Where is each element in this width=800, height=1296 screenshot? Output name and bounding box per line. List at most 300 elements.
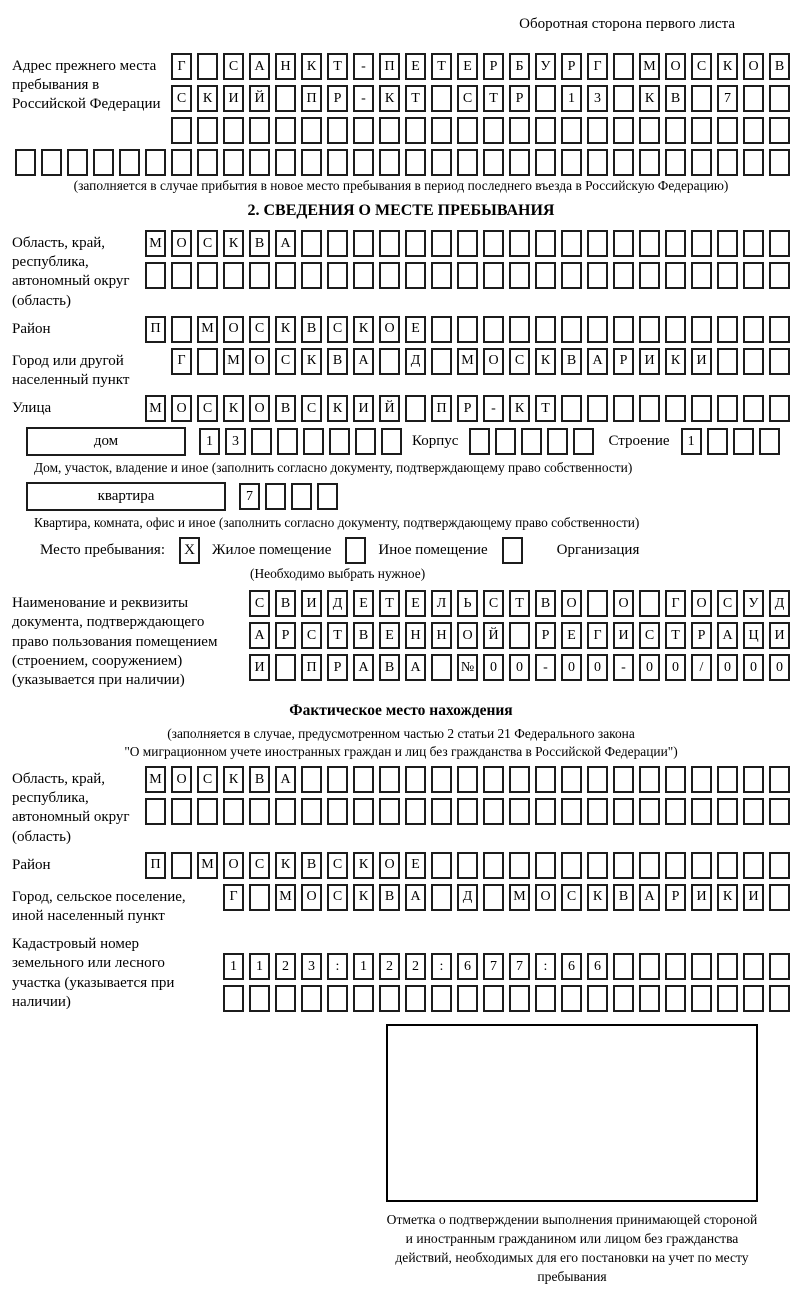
char-cell — [639, 852, 660, 879]
char-cell: М — [639, 53, 660, 80]
char-cell: П — [145, 316, 166, 343]
char-cell: О — [379, 852, 400, 879]
char-cell — [743, 230, 764, 257]
char-cell: Д — [457, 884, 478, 911]
char-cell — [301, 985, 322, 1012]
page-header-note: Оборотная сторона первого листа — [519, 16, 735, 32]
char-cell — [743, 766, 764, 793]
char-cell — [743, 395, 764, 422]
char-cell — [405, 149, 426, 176]
char-cell: В — [301, 852, 322, 879]
street-row — [140, 395, 790, 422]
char-cell: Р — [691, 622, 712, 649]
char-cell — [509, 798, 530, 825]
char-cell: - — [353, 53, 374, 80]
char-cell: Е — [405, 852, 426, 879]
char-cell — [301, 117, 322, 144]
char-cell — [457, 852, 478, 879]
char-cell: Л — [431, 590, 452, 617]
actual-city-block — [12, 884, 790, 926]
char-cell — [665, 230, 686, 257]
char-cell: 1 — [199, 428, 220, 455]
char-cell — [495, 428, 516, 455]
char-cell: А — [353, 348, 374, 375]
char-cell: - — [613, 654, 634, 681]
checkbox-other-premises — [345, 537, 366, 564]
char-cell — [405, 798, 426, 825]
document-label: Наименование и реквизиты документа, подтверждающего право пользования помещением (строением, сооружением) (указывается при наличии) — [12, 595, 218, 688]
char-cell: Р — [483, 53, 504, 80]
char-cell: К — [639, 85, 660, 112]
char-cell — [717, 395, 738, 422]
char-cell: К — [327, 395, 348, 422]
actual-region-block — [12, 766, 790, 847]
char-cell — [613, 230, 634, 257]
stay-type-hint: (Необходимо выбрать нужное) — [250, 566, 426, 582]
char-cell — [457, 262, 478, 289]
actual-location-hint-1: (заполняется в случае, предусмотренном частью 2 статьи 21 Федерального закона — [167, 726, 635, 742]
char-cell: О — [249, 348, 270, 375]
char-cell: В — [249, 230, 270, 257]
char-cell: Д — [405, 348, 426, 375]
char-cell: К — [665, 348, 686, 375]
char-cell — [275, 85, 296, 112]
char-cell — [665, 798, 686, 825]
char-cell — [509, 622, 530, 649]
char-cell — [431, 348, 452, 375]
actual-location-title: Фактическое место нахождения — [289, 702, 513, 720]
char-cell: В — [275, 395, 296, 422]
char-cell: С — [249, 316, 270, 343]
char-cell — [769, 953, 790, 980]
char-cell — [249, 149, 270, 176]
char-cell — [665, 985, 686, 1012]
char-cell — [639, 262, 660, 289]
char-cell: 3 — [301, 953, 322, 980]
char-cell: Р — [457, 395, 478, 422]
char-cell — [353, 149, 374, 176]
char-cell — [769, 262, 790, 289]
char-cell — [171, 852, 192, 879]
actual-district-label: Район — [12, 856, 51, 873]
char-cell — [717, 149, 738, 176]
char-cell: Т — [483, 85, 504, 112]
char-cell: С — [301, 622, 322, 649]
char-cell — [587, 852, 608, 879]
char-cell: И — [743, 884, 764, 911]
char-cell: : — [327, 953, 348, 980]
char-cell — [353, 262, 374, 289]
char-cell: И — [223, 85, 244, 112]
char-cell — [431, 262, 452, 289]
char-cell: К — [353, 316, 374, 343]
char-cell: С — [249, 852, 270, 879]
char-cell — [665, 395, 686, 422]
char-cell — [379, 766, 400, 793]
char-cell — [769, 230, 790, 257]
char-cell: 0 — [587, 654, 608, 681]
char-cell — [587, 798, 608, 825]
char-cell: М — [145, 766, 166, 793]
char-cell — [665, 117, 686, 144]
char-cell — [223, 149, 244, 176]
char-cell: А — [639, 884, 660, 911]
char-cell — [613, 766, 634, 793]
char-cell — [691, 117, 712, 144]
char-cell: 6 — [457, 953, 478, 980]
char-cell — [691, 85, 712, 112]
stamp-box — [386, 1024, 758, 1202]
district-row — [140, 316, 790, 343]
apartment-cells — [234, 483, 338, 510]
prev-address-hint: (заполняется в случае прибытия в новое место пребывания в период последнего въезда в Российскую Федерацию) — [73, 178, 729, 193]
char-cell: Е — [353, 590, 374, 617]
char-cell — [171, 117, 192, 144]
char-cell — [717, 316, 738, 343]
char-cell: О — [223, 316, 244, 343]
char-cell — [691, 230, 712, 257]
char-cell — [769, 348, 790, 375]
char-cell — [535, 316, 556, 343]
char-cell: О — [561, 590, 582, 617]
char-cell: Г — [171, 348, 192, 375]
char-cell — [769, 395, 790, 422]
cadastral-label: Кадастровый номер земельного или лесного участка (указывается при наличии) — [12, 936, 175, 1010]
char-cell: С — [327, 884, 348, 911]
char-cell — [691, 985, 712, 1012]
char-cell: А — [587, 348, 608, 375]
char-cell — [613, 149, 634, 176]
char-cell: Т — [327, 622, 348, 649]
char-cell: Е — [379, 622, 400, 649]
char-cell — [223, 985, 244, 1012]
district-block — [12, 316, 790, 343]
char-cell — [509, 230, 530, 257]
char-cell — [249, 985, 270, 1012]
char-cell — [509, 852, 530, 879]
char-cell — [223, 262, 244, 289]
street-block — [12, 395, 790, 422]
char-cell — [535, 262, 556, 289]
char-cell: О — [483, 348, 504, 375]
char-cell — [93, 149, 114, 176]
char-cell — [717, 230, 738, 257]
char-cell: И — [613, 622, 634, 649]
char-cell — [431, 766, 452, 793]
char-cell: 0 — [561, 654, 582, 681]
char-cell — [353, 766, 374, 793]
char-cell — [355, 428, 376, 455]
char-cell: С — [249, 590, 270, 617]
option-residential-label: Жилое помещение — [212, 542, 332, 559]
char-cell: П — [301, 654, 322, 681]
char-cell — [457, 149, 478, 176]
char-cell: - — [483, 395, 504, 422]
char-cell: Г — [665, 590, 686, 617]
document-block — [12, 590, 790, 690]
char-cell — [353, 985, 374, 1012]
char-cell: А — [405, 654, 426, 681]
char-cell — [327, 117, 348, 144]
char-cell: Д — [769, 590, 790, 617]
char-cell — [303, 428, 324, 455]
char-cell — [509, 262, 530, 289]
actual-city-row — [218, 884, 790, 911]
char-cell: С — [275, 348, 296, 375]
char-cell: Е — [405, 590, 426, 617]
char-cell — [535, 85, 556, 112]
region-label: Область, край, республика, автономный округ (область) — [12, 235, 130, 309]
char-cell — [301, 149, 322, 176]
char-cell: Т — [405, 85, 426, 112]
cadastral-row-2 — [218, 985, 790, 1012]
char-cell — [483, 766, 504, 793]
char-cell — [691, 852, 712, 879]
char-cell — [379, 985, 400, 1012]
char-cell — [639, 149, 660, 176]
prev-address-rows — [166, 53, 790, 144]
char-cell — [249, 262, 270, 289]
char-cell — [743, 798, 764, 825]
char-cell: К — [275, 316, 296, 343]
char-cell: С — [327, 316, 348, 343]
char-cell — [457, 798, 478, 825]
char-cell — [665, 262, 686, 289]
char-cell: 2 — [405, 953, 426, 980]
char-cell — [327, 149, 348, 176]
char-cell — [381, 428, 402, 455]
char-cell: М — [197, 316, 218, 343]
char-cell: В — [249, 766, 270, 793]
char-cell — [509, 766, 530, 793]
korpus-label: Корпус — [412, 433, 459, 450]
char-cell: 6 — [561, 953, 582, 980]
char-cell: С — [301, 395, 322, 422]
char-cell — [197, 149, 218, 176]
char-cell — [561, 262, 582, 289]
char-cell — [561, 852, 582, 879]
char-cell: В — [327, 348, 348, 375]
actual-district-block — [12, 852, 790, 879]
char-cell — [145, 798, 166, 825]
char-cell — [639, 117, 660, 144]
char-cell — [249, 884, 270, 911]
char-cell: Р — [509, 85, 530, 112]
char-cell: О — [171, 230, 192, 257]
char-cell: Р — [665, 884, 686, 911]
char-cell — [275, 654, 296, 681]
char-cell — [223, 798, 244, 825]
char-cell: Т — [535, 395, 556, 422]
char-cell — [171, 262, 192, 289]
char-cell — [353, 798, 374, 825]
korpus-cells — [464, 428, 594, 455]
char-cell — [561, 985, 582, 1012]
char-cell: М — [275, 884, 296, 911]
char-cell — [197, 348, 218, 375]
char-cell — [457, 117, 478, 144]
char-cell: Г — [587, 53, 608, 80]
char-cell — [547, 428, 568, 455]
char-cell — [665, 852, 686, 879]
char-cell — [561, 149, 582, 176]
char-cell: Б — [509, 53, 530, 80]
char-cell — [535, 117, 556, 144]
char-cell — [353, 117, 374, 144]
char-cell — [587, 117, 608, 144]
char-cell — [769, 852, 790, 879]
char-cell — [431, 117, 452, 144]
char-cell — [743, 348, 764, 375]
char-cell: К — [379, 85, 400, 112]
char-cell — [613, 316, 634, 343]
char-cell: У — [535, 53, 556, 80]
region-row-2 — [140, 262, 790, 289]
char-cell — [769, 985, 790, 1012]
char-cell: В — [561, 348, 582, 375]
char-cell: П — [431, 395, 452, 422]
char-cell — [587, 149, 608, 176]
char-cell — [327, 798, 348, 825]
char-cell: 3 — [225, 428, 246, 455]
char-cell — [145, 149, 166, 176]
char-cell — [535, 766, 556, 793]
char-cell — [717, 766, 738, 793]
char-cell: В — [353, 622, 374, 649]
char-cell — [587, 316, 608, 343]
checkbox-organization — [502, 537, 523, 564]
house-line — [26, 427, 790, 456]
char-cell — [587, 395, 608, 422]
char-cell: 7 — [239, 483, 260, 510]
char-cell: К — [197, 85, 218, 112]
char-cell: Р — [275, 622, 296, 649]
char-cell: № — [457, 654, 478, 681]
char-cell: 0 — [639, 654, 660, 681]
char-cell — [743, 149, 764, 176]
char-cell: 0 — [509, 654, 530, 681]
char-cell — [665, 766, 686, 793]
char-cell: Н — [275, 53, 296, 80]
char-cell: В — [613, 884, 634, 911]
char-cell — [275, 985, 296, 1012]
apartment-line — [26, 482, 790, 511]
char-cell — [509, 985, 530, 1012]
char-cell — [613, 798, 634, 825]
char-cell: Т — [327, 53, 348, 80]
char-cell: К — [717, 884, 738, 911]
char-cell: 6 — [587, 953, 608, 980]
char-cell — [691, 395, 712, 422]
char-cell: Н — [405, 622, 426, 649]
char-cell — [329, 428, 350, 455]
char-cell — [759, 428, 780, 455]
char-cell: Т — [431, 53, 452, 80]
char-cell — [431, 852, 452, 879]
char-cell — [587, 985, 608, 1012]
char-cell — [769, 149, 790, 176]
char-cell — [743, 85, 764, 112]
char-cell — [431, 85, 452, 112]
char-cell: Р — [561, 53, 582, 80]
char-cell — [717, 117, 738, 144]
char-cell — [639, 798, 660, 825]
char-cell: 3 — [587, 85, 608, 112]
char-cell — [717, 985, 738, 1012]
char-cell — [431, 798, 452, 825]
char-cell — [769, 316, 790, 343]
prev-address-label: Адрес прежнего места пребывания в Российской Федерации — [12, 58, 161, 113]
char-cell: Н — [431, 622, 452, 649]
char-cell — [717, 348, 738, 375]
char-cell: С — [639, 622, 660, 649]
char-cell — [379, 149, 400, 176]
char-cell: 1 — [561, 85, 582, 112]
char-cell — [405, 766, 426, 793]
char-cell — [639, 230, 660, 257]
char-cell: В — [301, 316, 322, 343]
char-cell: В — [379, 654, 400, 681]
char-cell — [743, 852, 764, 879]
char-cell: Е — [405, 316, 426, 343]
char-cell — [405, 117, 426, 144]
char-cell — [639, 316, 660, 343]
char-cell: И — [353, 395, 374, 422]
char-cell — [733, 428, 754, 455]
char-cell — [223, 117, 244, 144]
char-cell — [521, 428, 542, 455]
char-cell — [587, 590, 608, 617]
stamp-caption: Отметка о подтверждении выполнения принимающей стороной и иностранным гражданином или лицом без гражданства действий, необходимых для его постановки на учет по месту пребывания — [386, 1212, 758, 1285]
char-cell: В — [665, 85, 686, 112]
char-cell — [457, 230, 478, 257]
char-cell: В — [275, 590, 296, 617]
char-cell — [197, 53, 218, 80]
char-cell: - — [353, 85, 374, 112]
char-cell: С — [197, 395, 218, 422]
char-cell — [405, 262, 426, 289]
char-cell: С — [717, 590, 738, 617]
char-cell — [483, 852, 504, 879]
char-cell: К — [275, 852, 296, 879]
char-cell — [535, 852, 556, 879]
char-cell — [561, 117, 582, 144]
char-cell — [639, 953, 660, 980]
prev-address-row-1 — [166, 53, 790, 80]
char-cell — [483, 230, 504, 257]
char-cell — [769, 798, 790, 825]
char-cell: М — [509, 884, 530, 911]
stroenie-cells — [676, 428, 780, 455]
char-cell — [317, 483, 338, 510]
char-cell: М — [145, 395, 166, 422]
char-cell: Р — [327, 85, 348, 112]
option-other-premises-label: Иное помещение — [378, 542, 488, 559]
char-cell: 0 — [743, 654, 764, 681]
char-cell — [613, 262, 634, 289]
char-cell — [171, 316, 192, 343]
street-label: Улица — [12, 400, 52, 417]
char-cell: : — [431, 953, 452, 980]
char-cell: С — [223, 53, 244, 80]
char-cell — [613, 53, 634, 80]
char-cell: М — [223, 348, 244, 375]
city-row — [166, 348, 790, 375]
char-cell — [431, 149, 452, 176]
char-cell: И — [691, 348, 712, 375]
char-cell: 2 — [275, 953, 296, 980]
char-cell — [561, 230, 582, 257]
